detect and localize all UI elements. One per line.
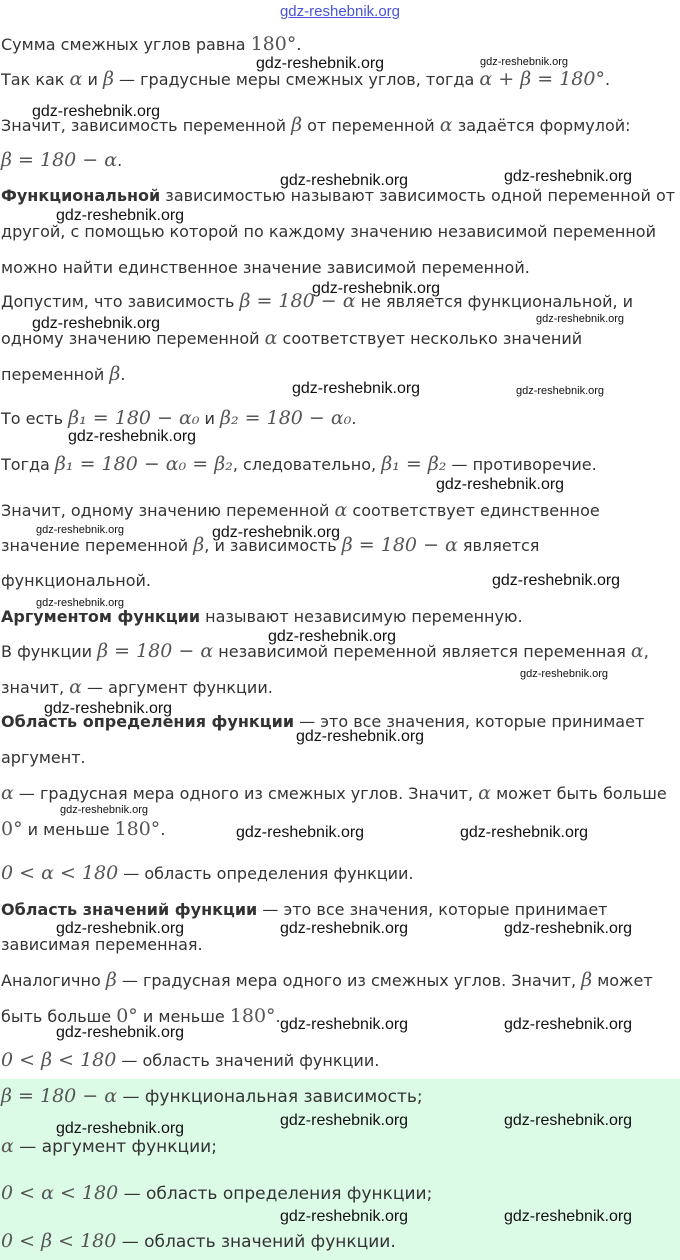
text-line: 0° и меньше 180°. [1,818,166,840]
text-line: В функции β = 180 − α независимой переменной является переменная α, [1,640,649,662]
watermark: gdz-reshebnik.org [60,804,149,816]
watermark: gdz-reshebnik.org [32,315,161,332]
watermark: gdz-reshebnik.org [56,1024,185,1041]
site-header-link[interactable]: gdz-reshebnik.org [279,3,401,20]
watermark: gdz-reshebnik.org [504,1112,633,1129]
watermark: gdz-reshebnik.org [280,1208,409,1225]
summary-line: 0 < β < 180 — область значений функции. [1,1230,396,1252]
watermark: gdz-reshebnik.org [280,1112,409,1129]
text-line: функциональной. [1,571,152,590]
watermark: gdz-reshebnik.org [236,824,365,841]
watermark: gdz-reshebnik.org [492,572,621,589]
text-line: Значит, одному значению переменной α соответствует единственное [1,499,600,521]
watermark: gdz-reshebnik.org [256,55,385,72]
text-line: зависимая переменная. [1,935,203,954]
text-line: Тогда β₁ = 180 − α₀ = β₂, следовательно, β₁ = β₂ — противоречие. [1,453,597,475]
watermark: gdz-reshebnik.org [280,920,409,937]
watermark: gdz-reshebnik.org [280,1016,409,1033]
text-line: переменной β. [1,363,126,385]
watermark: gdz-reshebnik.org [516,385,605,397]
text-line: Допустим, что зависимость β = 180 − α не является функциональной, и [1,290,634,312]
watermark: gdz-reshebnik.org [460,824,589,841]
text-line: α — градусная мера одного из смежных углов. Значит, α может быть больше [1,782,667,804]
text-line: Сумма смежных углов равна 180°. [1,33,302,55]
text-line: Значит, зависимость переменной β от переменной α задаётся формулой: [1,114,631,136]
watermark: gdz-reshebnik.org [504,168,633,185]
watermark: gdz-reshebnik.org [32,103,161,120]
watermark: gdz-reshebnik.org [56,920,185,937]
watermark: gdz-reshebnik.org [292,380,421,397]
watermark: gdz-reshebnik.org [268,628,397,645]
text-line: Функциональной зависимостью называют зависимость одной переменной от [1,186,676,205]
watermark: gdz-reshebnik.org [436,476,565,493]
formula-line: 0 < α < 180 — область определения функции. [1,862,414,884]
watermark: gdz-reshebnik.org [536,313,625,325]
text-line: аргумент. [1,748,86,767]
watermark: gdz-reshebnik.org [296,728,425,745]
text-line: значение переменной β, и зависимость β = 180 − α является [1,534,540,556]
watermark: gdz-reshebnik.org [36,597,125,609]
text-line: Область значений функции — это все значения, которые принимает [1,900,608,919]
watermark: gdz-reshebnik.org [520,668,609,680]
watermark: gdz-reshebnik.org [312,280,441,297]
text-line: значит, α — аргумент функции. [1,676,273,698]
text-line: Аналогично β — градусная мера одного из смежных углов. Значит, β может [1,969,653,991]
watermark: gdz-reshebnik.org [504,1208,633,1225]
summary-line: β = 180 − α — функциональная зависимость; [1,1085,423,1107]
text-line: Аргументом функции называют независимую переменную. [1,607,523,626]
watermark: gdz-reshebnik.org [44,700,173,717]
text-line: другой, с помощью которой по каждому значению независимой переменной [1,222,656,241]
text-line: одному значению переменной α соответствует несколько значений [1,327,583,349]
watermark: gdz-reshebnik.org [504,1016,633,1033]
watermark: gdz-reshebnik.org [280,172,409,189]
watermark: gdz-reshebnik.org [212,524,341,541]
watermark: gdz-reshebnik.org [56,207,185,224]
formula-line: 0 < β < 180 — область значений функции. [1,1049,380,1071]
watermark: gdz-reshebnik.org [68,428,197,445]
summary-line: 0 < α < 180 — область определения функции; [1,1182,433,1204]
text-line: Так как α и β — градусные меры смежных углов, тогда α + β = 180°. [1,68,611,90]
summary-line: α — аргумент функции; [1,1135,217,1157]
watermark: gdz-reshebnik.org [480,56,569,68]
text-line: быть больше 0° и меньше 180°. [1,1005,281,1027]
text-line: Область определения функции — это все значения, которые принимает [1,712,645,731]
watermark: gdz-reshebnik.org [36,524,125,536]
formula-line: β = 180 − α. [1,149,123,171]
watermark: gdz-reshebnik.org [504,920,633,937]
text-line: То есть β₁ = 180 − α₀ и β₂ = 180 − α₀. [1,407,357,429]
watermark: gdz-reshebnik.org [56,1120,185,1137]
text-line: можно найти единственное значение зависимой переменной. [1,258,530,277]
